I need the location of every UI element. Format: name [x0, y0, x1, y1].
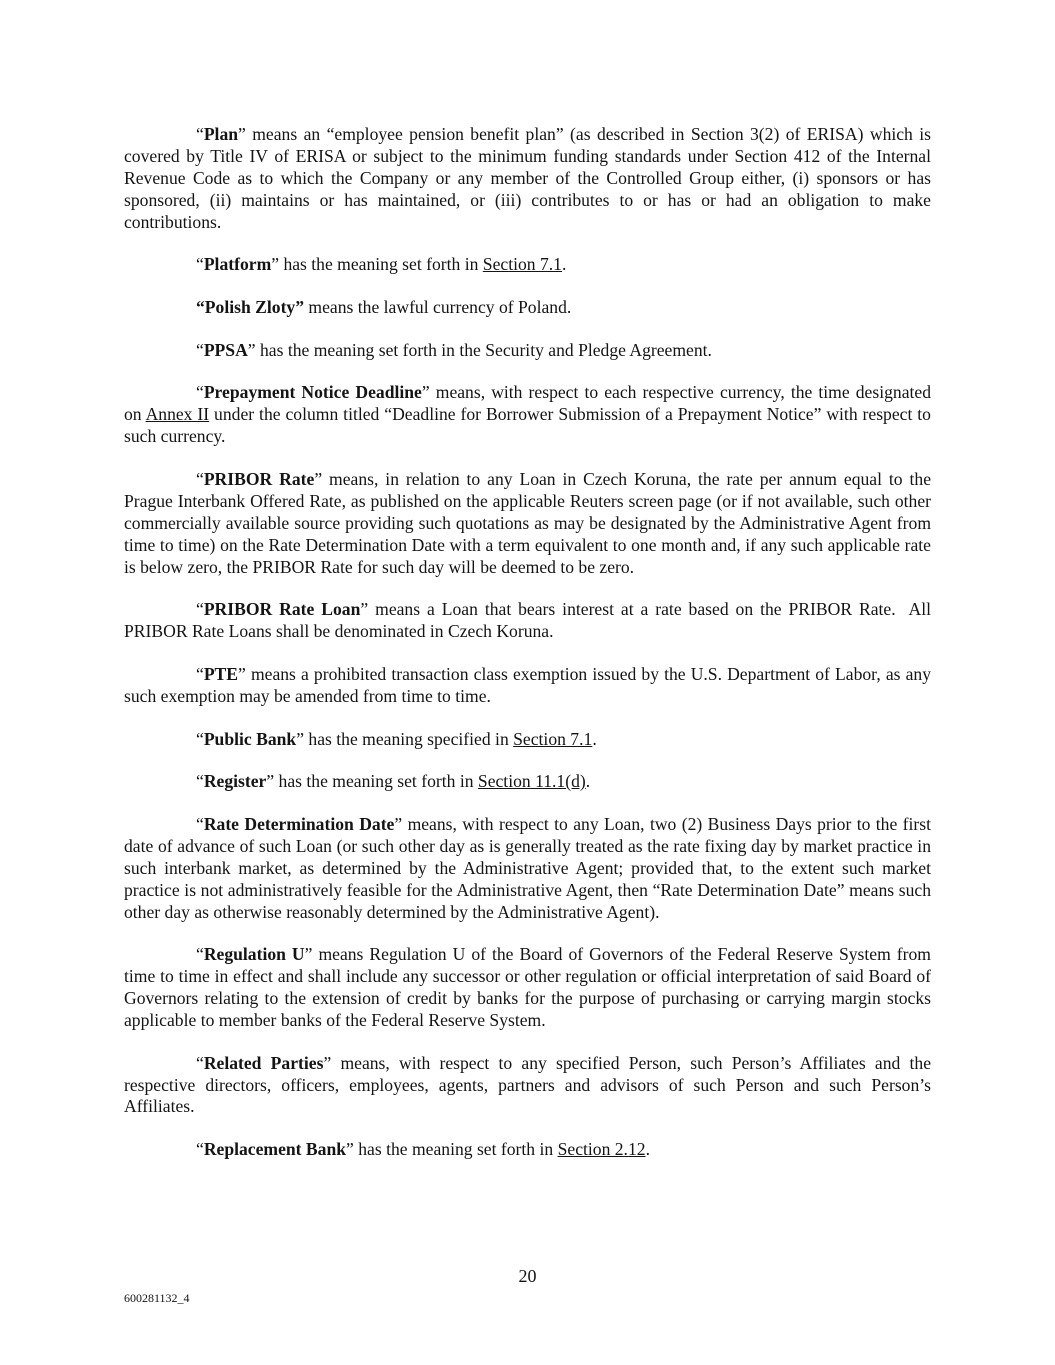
- annex-reference-link[interactable]: Annex II: [145, 404, 210, 425]
- defined-term: Regulation U: [203, 944, 305, 965]
- definition-text: ” means a Loan that bears interest at a rate based on the PRIBOR Rate. All PRIBOR Rate Loans shall be denominated in Czech Koruna.: [124, 599, 936, 642]
- document-id: 600281132_4: [124, 1291, 190, 1305]
- open-quote: “: [196, 944, 204, 965]
- open-quote: “: [196, 1052, 204, 1073]
- definition-tail: under the column titled “Deadline for Borrower Submission of a Prepayment Notice” with respect to such currency.: [124, 404, 931, 447]
- defined-term: Prepayment Notice Deadline: [203, 382, 422, 403]
- section-reference-link[interactable]: Section 11.1(d): [477, 771, 586, 792]
- section-reference-link[interactable]: Section 7.1: [482, 254, 562, 275]
- definition-prepayment-notice-deadline: [124, 382, 931, 448]
- defined-term: Plan: [203, 124, 239, 144]
- definition-text: ” means Regulation U of the Board of Governors of the Federal Reserve System from time to time in effect and shall include any successor or other regulation or official interpretation of said Board of Governors relating to the extension of credit by banks for the purpose of purchasing or carrying margin stocks applicable to member banks of the Federal Reserve System.: [124, 944, 931, 1030]
- definition-text: ” means an “employee pension benefit plan” (as described in Section 3(2) of ERISA) which is covered by Title IV of ERISA or subject to the minimum funding standards under Section 412 of the Internal Revenue Code as to which the Company or any member of the Controlled Group either, (i) sponsors or has sponsored, (ii) maintains or has maintained, or (iii) contributes to or has or had an obligation to make contributions.: [124, 124, 931, 232]
- definition-pte: [124, 664, 931, 708]
- definition-public-bank: [124, 729, 931, 751]
- defined-term: Rate Determination Date: [203, 813, 395, 834]
- definition-rate-determination-date: [124, 814, 931, 924]
- definition-text: ” means, with respect to any specified Person, such Person’s Affiliates and the respective directors, officers, employees, agents, partners and advisors of such Person and such Person’s Affiliates.: [124, 1052, 931, 1117]
- definition-pribor-rate: [124, 469, 931, 579]
- open-quote: “: [196, 468, 204, 489]
- open-quote: “: [196, 382, 204, 403]
- definition-text: ” has the meaning set forth in the Security and Pledge Agreement.: [247, 339, 712, 360]
- definition-platform: [124, 254, 931, 276]
- open-quote: “: [196, 1139, 204, 1160]
- section-reference-link[interactable]: Section 2.12: [557, 1139, 646, 1160]
- defined-term: PTE: [203, 663, 239, 684]
- open-quote: “: [196, 728, 204, 749]
- definition-tail: .: [561, 254, 567, 275]
- defined-term: Platform: [203, 254, 272, 275]
- open-quote: “: [196, 339, 204, 360]
- defined-term: Replacement Bank: [203, 1139, 347, 1160]
- definition-text: ” means, in relation to any Loan in Czech Koruna, the rate per annum equal to the Prague Interbank Offered Rate, as published on the applicable Reuters screen page (or if not available, such other commercially available source providing such quotations as may be designated by the Administrative Agent from time to time) on the Rate Determination Date with a term equivalent to one month and, if any such applicable rate is below zero, the PRIBOR Rate for such day will be deemed to be zero.: [124, 468, 931, 577]
- definition-text: ” means, with respect to any Loan, two (2) Business Days prior to the first date of advance of such Loan (or such other day as is generally treated as the rate fixing day by market practice in such interbank market, as determined by the Administrative Agent; provided that, to the extent such market practice is not administratively feasible for the Administrative Agent, then “Rate Determination Date” means such other day as otherwise reasonably determined by the Administrative Agent).: [124, 813, 931, 922]
- defined-term: PRIBOR Rate: [203, 468, 315, 489]
- definition-ppsa: [124, 340, 931, 362]
- definition-text: ” has the meaning specified in: [296, 728, 514, 749]
- defined-term: PRIBOR Rate Loan: [203, 599, 361, 620]
- definition-register: [124, 771, 931, 793]
- page-number: 20: [518, 1266, 537, 1286]
- defined-term: “Polish Zloty”: [196, 297, 305, 318]
- definition-text: ” has the meaning set forth in: [271, 254, 483, 275]
- definition-tail: .: [585, 771, 591, 792]
- open-quote: “: [196, 813, 204, 834]
- definition-polish-zloty: [124, 297, 931, 319]
- definition-replacement-bank: [124, 1139, 931, 1161]
- defined-term: Register: [203, 771, 267, 792]
- definition-related-parties: [124, 1053, 931, 1119]
- definition-plan: [124, 124, 931, 234]
- defined-term: Related Parties: [203, 1052, 324, 1073]
- definition-tail: .: [592, 728, 597, 749]
- definition-text: ” means a prohibited transaction class exemption issued by the U.S. Department of Labor, as any such exemption may be amended from time to time.: [124, 663, 931, 706]
- definition-tail: .: [645, 1139, 650, 1160]
- defined-term: PPSA: [203, 339, 248, 360]
- definition-text: ” has the meaning set forth in: [346, 1139, 558, 1160]
- open-quote: “: [196, 599, 204, 620]
- definition-text: ” means, with respect to each respective currency, the time designated on: [124, 382, 931, 425]
- definition-pribor-rate-loan: [124, 599, 936, 643]
- section-reference-link[interactable]: Section 7.1: [513, 728, 593, 749]
- open-quote: “: [196, 254, 204, 275]
- defined-term: Public Bank: [203, 728, 297, 749]
- open-quote: “: [196, 124, 204, 144]
- open-quote: “: [196, 771, 204, 792]
- definition-regulation-u: [124, 944, 931, 1032]
- document-body: [124, 124, 936, 1182]
- open-quote: “: [196, 663, 204, 684]
- definition-text: means the lawful currency of Poland.: [304, 297, 572, 318]
- definition-text: ” has the meaning set forth in: [266, 771, 478, 792]
